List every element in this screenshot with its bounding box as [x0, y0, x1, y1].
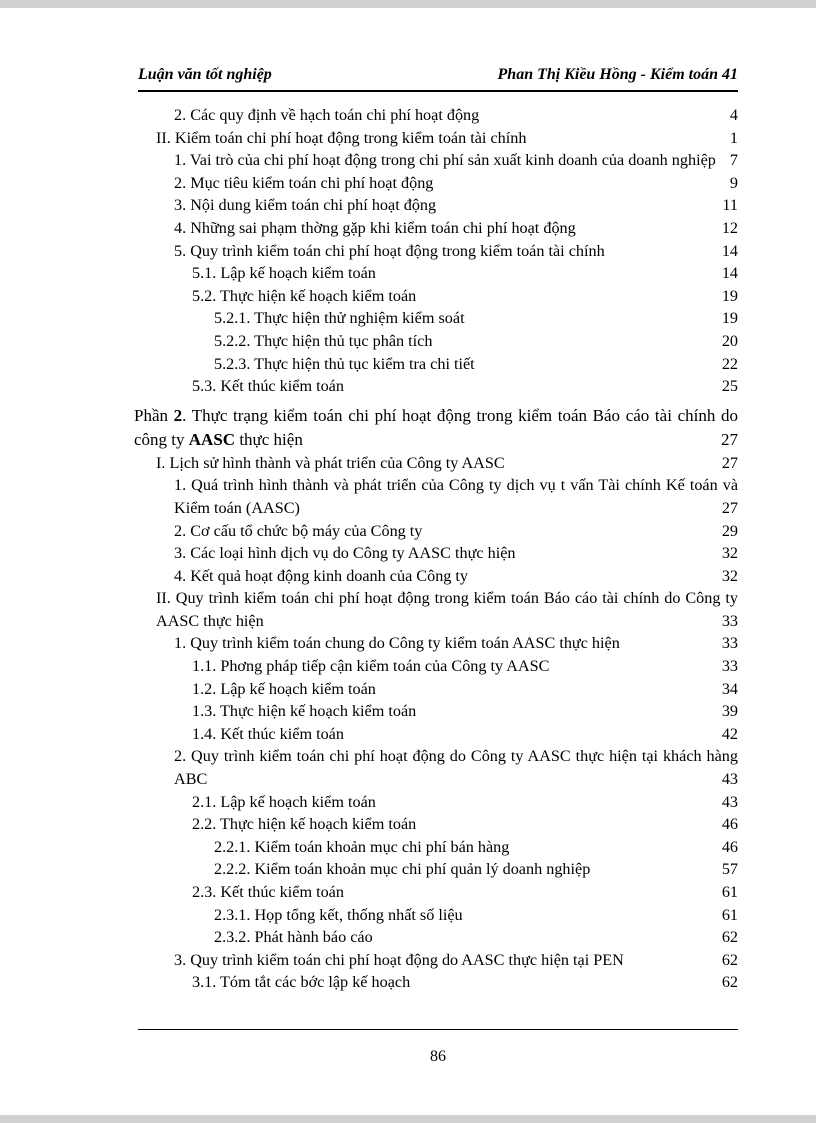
toc-entry-page: 20 — [721, 331, 738, 350]
toc-entry-text: 2.3. Kết thúc kiểm toán — [192, 883, 344, 901]
toc-entry-text: I. Lịch sử hình thành và phát triển của Công ty AASC — [156, 453, 505, 472]
toc-entry — [134, 745, 738, 790]
toc-entry-page: 27 — [721, 498, 738, 517]
toc-entry-text: 2. Cơ cấu tổ chức bộ máy của Công ty — [174, 521, 423, 540]
part-prefix: Phần — [134, 405, 174, 425]
toc-entry — [134, 217, 738, 240]
toc-entry-text: 2. Các quy định về hạch toán chi phí hoạt động — [174, 106, 480, 124]
toc-entry-text: 5.2.2. Thực hiện thủ tục phân tích — [214, 331, 433, 350]
toc-entry-text: 1. Quy trình kiểm toán chung do Công ty kiểm toán AASC thực hiện — [174, 634, 620, 653]
toc-entry-text: 4. Những sai phạm thờng gặp khi kiểm toán chi phí hoạt động — [174, 218, 576, 237]
toc-entry — [134, 587, 738, 632]
toc-entry-text: 5.3. Kết thúc kiểm toán — [192, 377, 344, 396]
toc-entry — [134, 240, 738, 263]
toc-part-heading-text — [134, 404, 738, 452]
toc-entry — [134, 307, 738, 330]
header-thesis-label: Luận văn tốt nghiệp — [138, 66, 272, 83]
toc-entry — [134, 881, 738, 904]
toc-entry-page: 62 — [721, 928, 738, 947]
toc-entry-page: 32 — [721, 544, 738, 563]
part-company: AASC — [188, 429, 236, 449]
toc-entry-page: 22 — [721, 354, 738, 373]
toc-entry-text: 1.4. Kết thúc kiểm toán — [192, 724, 344, 743]
toc-entry — [134, 194, 738, 217]
toc-entry-text: 2. Mục tiêu kiểm toán chi phí hoạt động — [174, 173, 434, 192]
toc-entry-page: 61 — [721, 883, 738, 901]
toc-entry-page: 12 — [721, 218, 738, 237]
toc-entry — [134, 926, 738, 949]
toc-entry-page: 43 — [721, 792, 738, 811]
toc-entry-page: 32 — [721, 566, 738, 585]
footer-rule — [138, 1029, 738, 1030]
toc-entry-text: 3.1. Tóm tắt các bớc lập kế hoạch — [192, 973, 411, 992]
toc-entry — [134, 172, 738, 195]
toc-entry — [134, 149, 738, 172]
toc-entry-page: 46 — [721, 837, 738, 856]
toc-entry-page: 29 — [721, 521, 738, 540]
toc-entry-text: 2.2.2. Kiểm toán khoản mục chi phí quản lý doanh nghiệp — [214, 860, 591, 879]
toc-entry-page: 19 — [721, 309, 738, 328]
toc-entry — [134, 104, 738, 127]
toc-entry-text: 2. Quy trình kiểm toán chi phí hoạt động do Công ty AASC thực hiện tại khách hàng ABC — [174, 747, 738, 789]
toc-entry-text: 5.1. Lập kế hoạch kiểm toán — [192, 264, 376, 283]
toc-entry — [134, 542, 738, 565]
toc-entry-page: 62 — [721, 950, 738, 969]
toc-entry-text: 3. Các loại hình dịch vụ do Công ty AASC thực hiện — [174, 544, 516, 563]
toc-entry-text: 3. Nội dung kiểm toán chi phí hoạt động — [174, 196, 437, 215]
part-number: 2 — [173, 405, 183, 425]
toc-entry — [134, 949, 738, 972]
page-number: 86 — [430, 1048, 446, 1065]
toc-entry-text: 1.1. Phơng pháp tiếp cận kiểm toán của Công ty AASC — [192, 657, 550, 676]
toc-entry-page: 62 — [721, 973, 738, 992]
toc-entry-text: 5.2.1. Thực hiện thử nghiệm kiểm soát — [214, 309, 465, 328]
toc-entry-page: 57 — [721, 860, 738, 879]
toc-entry-page: 27 — [721, 453, 738, 472]
header-author: Phan Thị Kiều Hồng - Kiểm toán 41 — [497, 66, 738, 83]
toc-entry-text: 1.2. Lập kế hoạch kiểm toán — [192, 679, 376, 698]
toc-entry — [134, 375, 738, 398]
toc-entry-page: 46 — [721, 815, 738, 834]
toc-entry-text: 2.3.2. Phát hành báo cáo — [214, 928, 373, 947]
toc-entry — [134, 565, 738, 588]
toc-entry-page: 11 — [722, 196, 738, 215]
toc-entry — [134, 678, 738, 701]
toc-entry-page: 33 — [721, 634, 738, 653]
part-title: . Thực trạng kiểm toán chi phí hoạt động trong kiểm toán Báo cáo tài chính do công ty — [134, 405, 738, 449]
toc-entry — [134, 520, 738, 543]
toc-entry-page: 14 — [721, 241, 738, 260]
toc-entry-page: 7 — [729, 151, 738, 170]
toc-entry — [134, 723, 738, 746]
toc-entry — [134, 330, 738, 353]
toc-entry — [134, 813, 738, 836]
running-header — [138, 66, 738, 88]
toc-entry-page: 9 — [729, 173, 738, 192]
toc-entry-page: 25 — [721, 377, 738, 396]
toc-entry — [134, 285, 738, 308]
toc-entry-text: 5.2.3. Thực hiện thủ tục kiểm tra chi tiết — [214, 354, 475, 373]
bottom-scan-border — [0, 1115, 816, 1123]
toc-entry-page: 27 — [721, 429, 738, 449]
toc-entry-text: 1.3. Thực hiện kế hoạch kiểm toán — [192, 702, 417, 721]
toc-entry — [134, 655, 738, 678]
part-title-tail: thực hiện — [235, 429, 303, 449]
toc-entry — [134, 353, 738, 376]
toc-entry-page: 61 — [721, 905, 738, 924]
toc-entry — [134, 836, 738, 859]
toc-entry — [134, 127, 738, 150]
toc-entry-text: 4. Kết quả hoạt động kinh doanh của Công ty — [174, 566, 469, 585]
toc-entry — [134, 700, 738, 723]
toc-entry-text: 2.2.1. Kiểm toán khoản mục chi phí bán hàng — [214, 837, 510, 856]
toc-entry — [134, 474, 738, 519]
table-of-contents — [134, 104, 738, 994]
toc-entry — [134, 452, 738, 475]
toc-entry — [134, 632, 738, 655]
toc-entry-page: 1 — [729, 128, 738, 147]
toc-entry-page: 34 — [721, 679, 738, 698]
toc-entry — [134, 971, 738, 994]
toc-entry-text: 3. Quy trình kiểm toán chi phí hoạt động do AASC thực hiện tại PEN — [174, 950, 624, 969]
toc-entry-page: 39 — [721, 702, 738, 721]
toc-entry-text: 1. Vai trò của chi phí hoạt động trong chi phí sản xuất kinh doanh của doanh nghiệp — [174, 151, 716, 170]
toc-entry-text: 5. Quy trình kiểm toán chi phí hoạt động trong kiểm toán tài chính — [174, 241, 605, 260]
header-rule — [138, 90, 738, 92]
toc-entry-page: 33 — [721, 657, 738, 676]
toc-entry-text: 2.2. Thực hiện kế hoạch kiểm toán — [192, 815, 417, 834]
toc-entry-page: 42 — [721, 724, 738, 743]
toc-entry-page: 19 — [721, 286, 738, 305]
toc-entry — [134, 791, 738, 814]
toc-entry-page: 43 — [721, 770, 738, 789]
toc-entry-text: 1. Quá trình hình thành và phát triển của Công ty dịch vụ t vấn Tài chính Kế toán và Kiểm toán (AASC) — [174, 476, 738, 517]
toc-entry — [134, 262, 738, 285]
toc-entry-page: 14 — [721, 264, 738, 283]
toc-entry-page: 33 — [721, 611, 738, 630]
toc-entry — [134, 904, 738, 927]
toc-entry-text: 2.3.1. Họp tổng kết, thống nhất số liệu — [214, 905, 463, 924]
toc-entry-page: 4 — [729, 106, 738, 124]
toc-entry-text: 2.1. Lập kế hoạch kiểm toán — [192, 792, 376, 811]
toc-entry-text: II. Kiểm toán chi phí hoạt động trong kiểm toán tài chính — [156, 128, 527, 147]
toc-entry — [134, 858, 738, 881]
top-scan-border — [0, 0, 816, 8]
toc-entry-text: 5.2. Thực hiện kế hoạch kiểm toán — [192, 286, 417, 305]
toc-entry-text: II. Quy trình kiểm toán chi phí hoạt động trong kiểm toán Báo cáo tài chính do Công ty AASC thực hiện — [156, 589, 738, 630]
toc-part-heading — [134, 404, 738, 452]
